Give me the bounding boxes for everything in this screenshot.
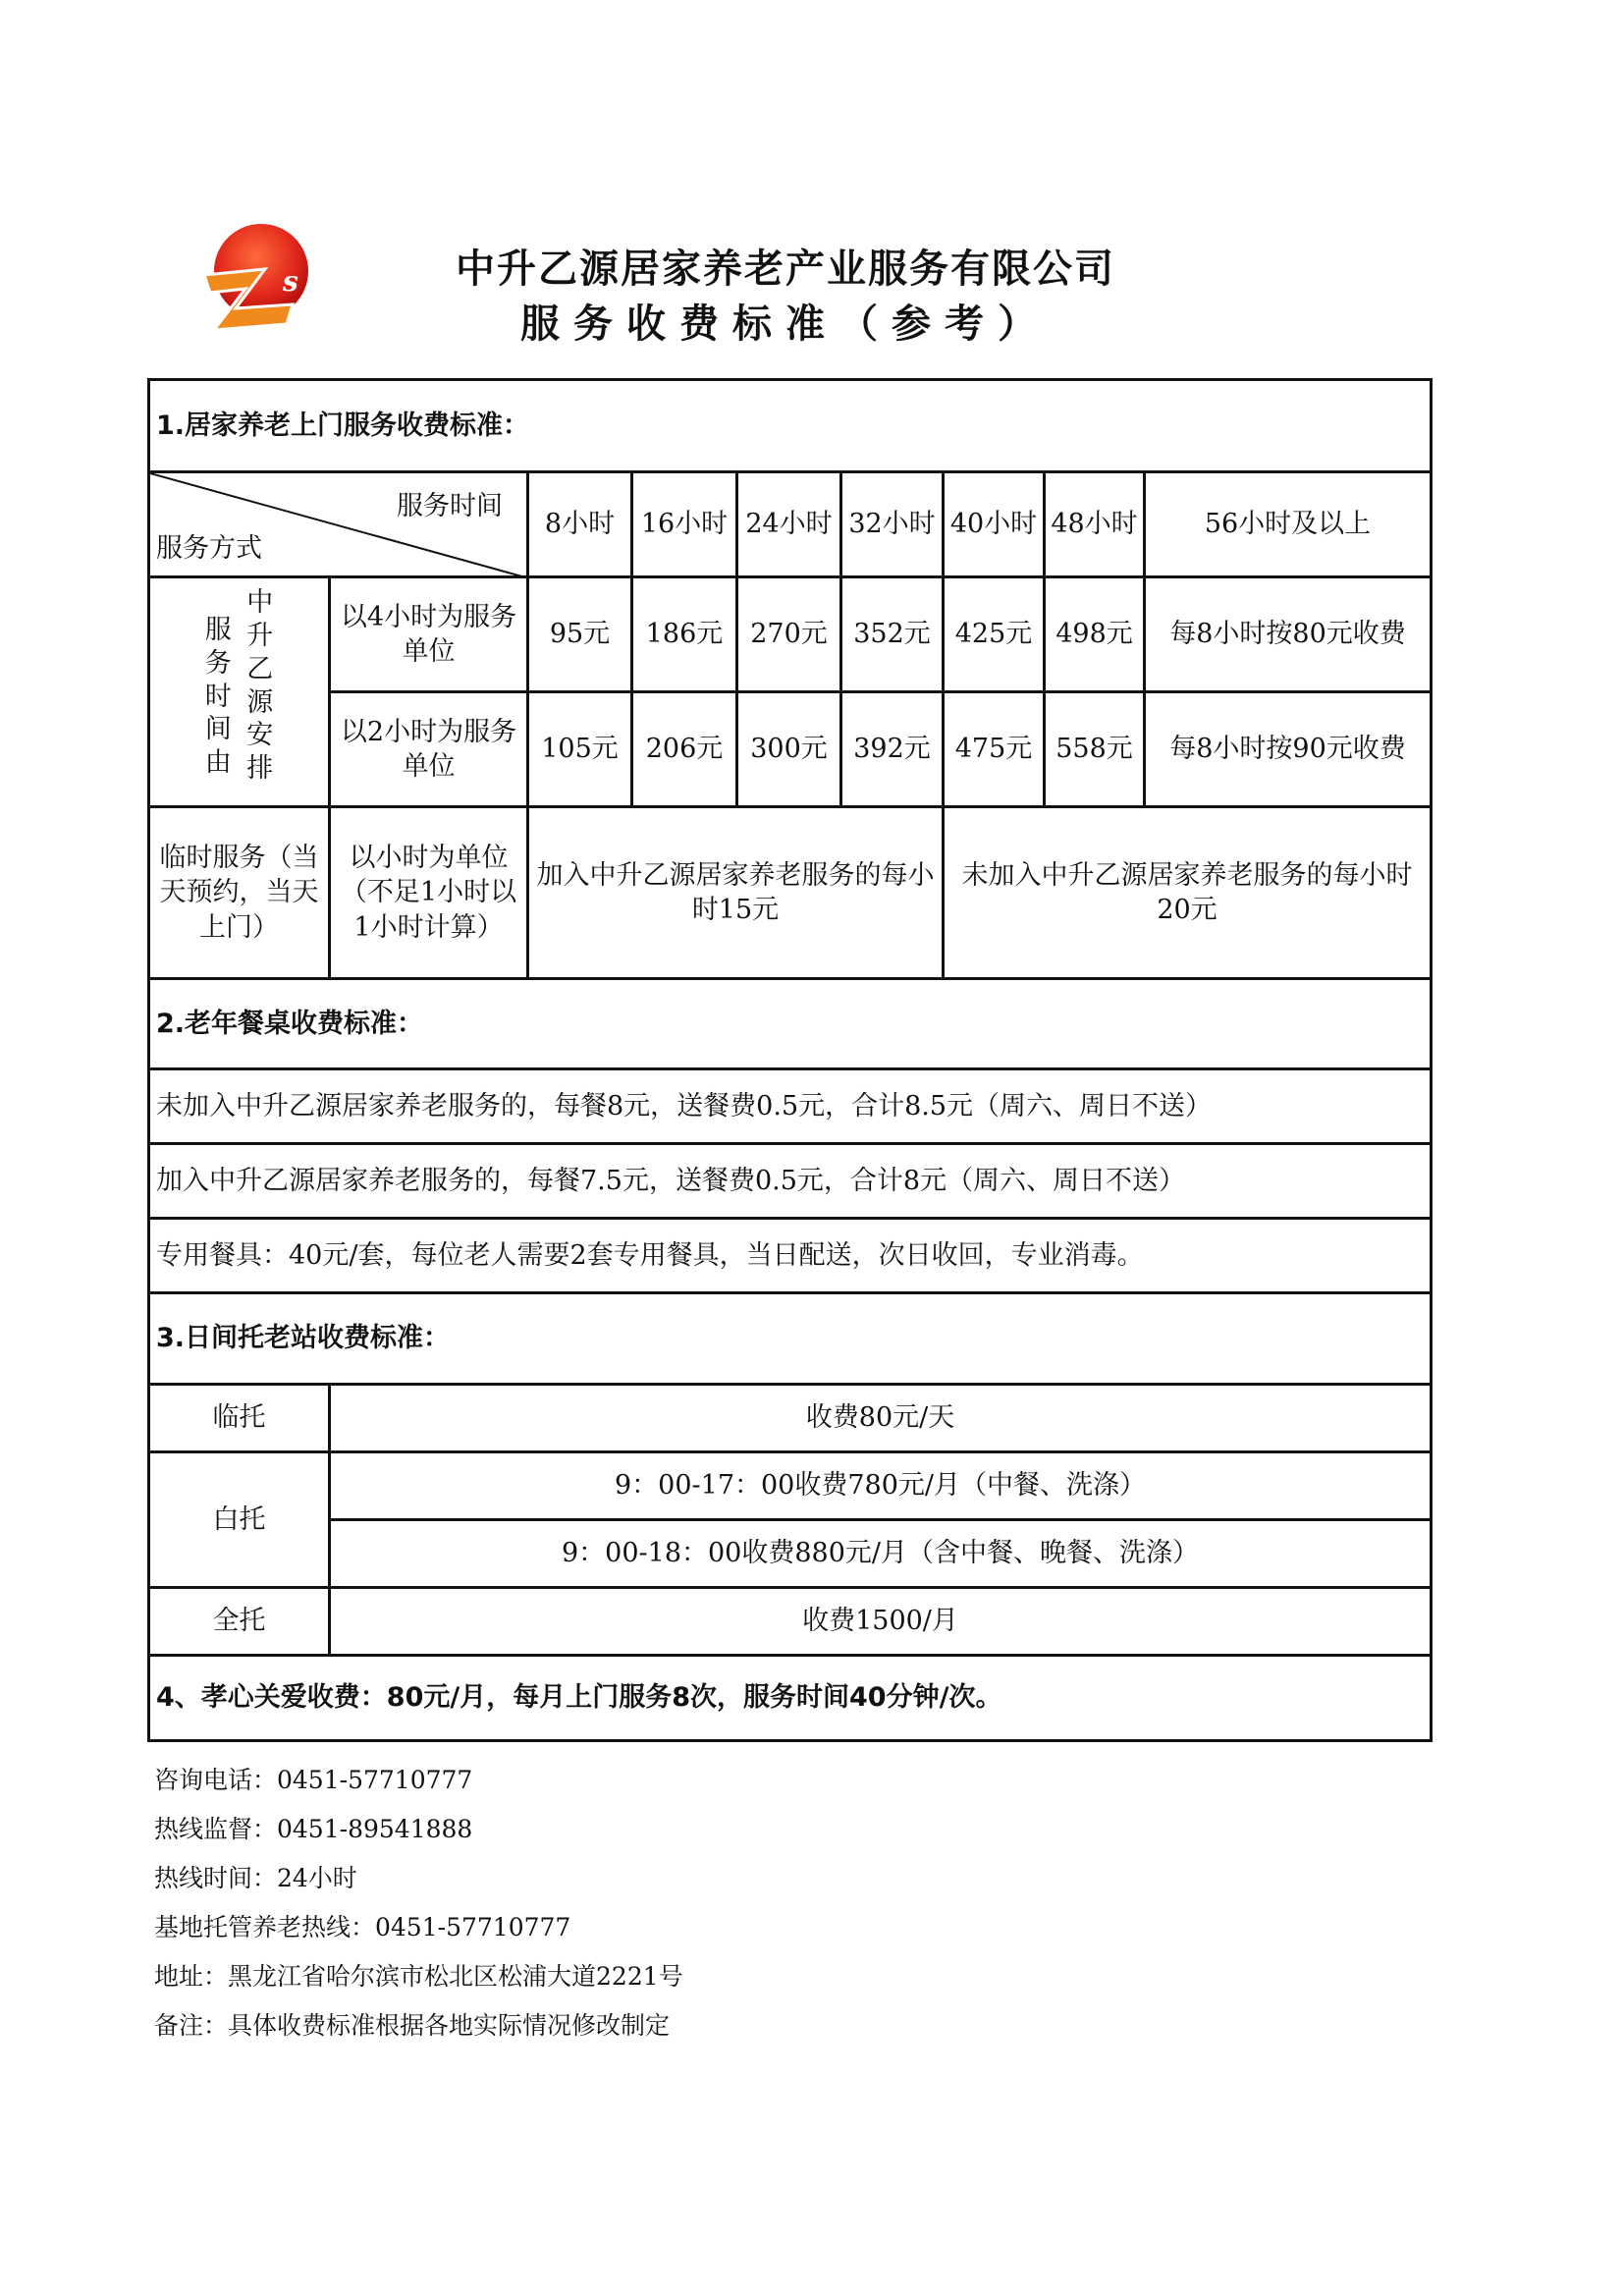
section4-text: 4、孝心关爱收费：80元/月，每月上门服务8次，服务时间40分钟/次。 (149, 1656, 1432, 1741)
remark: 备注：具体收费标准根据各地实际情况修改制定 (154, 2011, 671, 2040)
price-cell: 392元 (841, 692, 944, 807)
price-cell: 206元 (632, 692, 737, 807)
price-cell: 300元 (737, 692, 841, 807)
price-cell: 498元 (1045, 577, 1145, 692)
service-time-label: 服务时间 (397, 491, 503, 521)
meal-line: 未加入中升乙源居家养老服务的，每餐8元，送餐费0.5元，合计8.5元（周六、周日不送） (149, 1069, 1432, 1144)
fee-standard-table (147, 378, 1433, 1742)
document-title: 服务收费标准（参考） (520, 301, 1051, 347)
arranged-right-text: 中升乙源安排 (246, 587, 274, 784)
diagonal-header (149, 472, 528, 577)
arranged-by-company (149, 577, 330, 807)
price-cell: 270元 (737, 577, 841, 692)
section2-heading: 2.老年餐桌收费标准： (149, 979, 1432, 1069)
day-care-label: 白托 (149, 1452, 330, 1588)
meal-line: 专用餐具：40元/套，每位老人需要2套专用餐具，当日配送，次日收回，专业消毒。 (149, 1219, 1432, 1293)
day-care-fee: 9：00-18：00收费880元/月（含中餐、晚餐、洗涤） (330, 1520, 1432, 1588)
price-cell: 352元 (841, 577, 944, 692)
member-hourly-rate: 加入中升乙源居家养老服务的每小时15元 (528, 807, 944, 979)
supervision-hotline: 热线监督：0451-89541888 (154, 1815, 473, 1843)
extra-price-cell: 每8小时按80元收费 (1145, 577, 1432, 692)
hours-header: 56小时及以上 (1145, 472, 1432, 577)
price-cell: 475元 (944, 692, 1045, 807)
hours-header: 32小时 (841, 472, 944, 577)
hotline-hours: 热线时间：24小时 (154, 1864, 357, 1892)
extra-price-cell: 每8小时按90元收费 (1145, 692, 1432, 807)
base-care-hotline: 基地托管养老热线：0451-57710777 (154, 1913, 571, 1941)
svg-text:s: s (283, 265, 298, 298)
hours-header: 16小时 (632, 472, 737, 577)
hours-header: 8小时 (528, 472, 632, 577)
full-care-fee: 收费1500/月 (330, 1588, 1432, 1656)
full-care-label: 全托 (149, 1588, 330, 1656)
nonmember-hourly-rate: 未加入中升乙源居家养老服务的每小时20元 (944, 807, 1432, 979)
price-cell: 558元 (1045, 692, 1145, 807)
section1-heading: 1.居家养老上门服务收费标准： (149, 380, 1432, 472)
contact-info (154, 1756, 683, 2050)
price-cell: 186元 (632, 577, 737, 692)
price-cell: 425元 (944, 577, 1045, 692)
service-mode-label: 服务方式 (156, 532, 262, 564)
temp-service-label: 临时服务（当天预约，当天上门） (149, 807, 330, 979)
consult-phone: 咨询电话：0451-57710777 (154, 1766, 473, 1794)
hours-header: 48小时 (1045, 472, 1145, 577)
section3-heading: 3.日间托老站收费标准： (149, 1293, 1432, 1385)
temp-care-label: 临托 (149, 1385, 330, 1452)
temp-unit-label: 以小时为单位（不足1小时以1小时计算） (330, 807, 528, 979)
hours-header: 24小时 (737, 472, 841, 577)
company-name: 中升乙源居家养老产业服务有限公司 (456, 246, 1115, 292)
temp-care-fee: 收费80元/天 (330, 1385, 1432, 1452)
hours-header: 40小时 (944, 472, 1045, 577)
unit-label: 以4小时为服务单位 (330, 577, 528, 692)
price-cell: 105元 (528, 692, 632, 807)
arranged-left-text: 服务时间由 (204, 615, 232, 779)
address: 地址：黑龙江省哈尔滨市松北区松浦大道2221号 (154, 1962, 683, 1991)
unit-label: 以2小时为服务单位 (330, 692, 528, 807)
meal-line: 加入中升乙源居家养老服务的，每餐7.5元，送餐费0.5元，合计8元（周六、周日不送） (149, 1144, 1432, 1219)
day-care-fee: 9：00-17：00收费780元/月（中餐、洗涤） (330, 1452, 1432, 1520)
price-cell: 95元 (528, 577, 632, 692)
